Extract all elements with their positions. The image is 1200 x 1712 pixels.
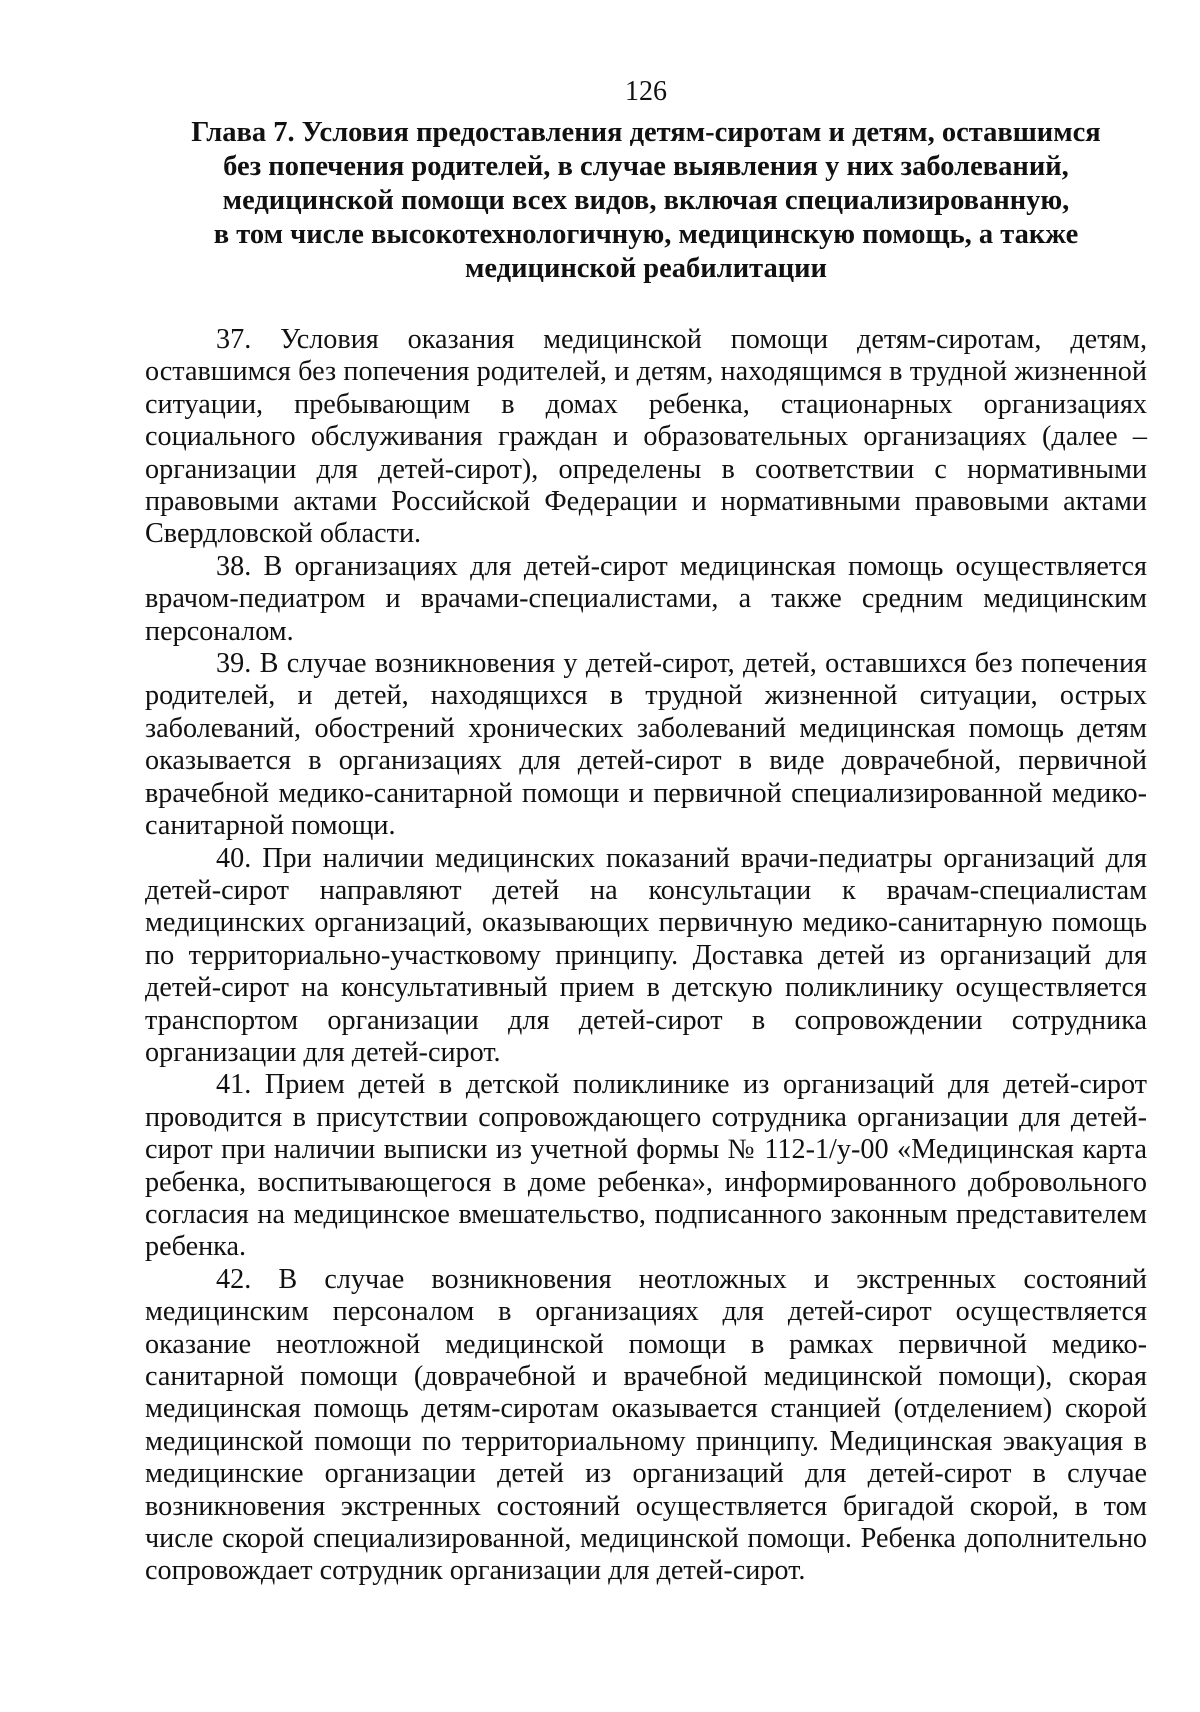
paragraph-41: 41. Прием детей в детской поликлинике из организаций для детей-сирот проводится в присутствии сопровождающего сотрудника организации для детей-сирот при наличии выписки из учетной формы № 112-1/у-00 «Медицинская карта ребенка, воспитывающегося в доме ребенка», информированного добровольного согласия на медицинское вмешательство, подписанного законным представителем ребенка.: [145, 1069, 1147, 1263]
body-text: [145, 324, 1147, 1588]
paragraph-39: 39. В случае возникновения у детей-сирот, детей, оставшихся без попечения родителей, и детей, находящихся в трудной жизненной ситуации, острых заболеваний, обострений хронических заболеваний медицинская помощь детям оказывается в организациях для детей-сирот в виде доврачебной, первичной врачебной медико-санитарной помощи и первичной специализированной медико-санитарной помощи.: [145, 648, 1147, 842]
chapter-title-line: без попечения родителей, в случае выявления у них заболеваний,: [223, 151, 1069, 182]
paragraph-37: 37. Условия оказания медицинской помощи детям-сиротам, детям, оставшимся без попечения родителей, и детям, находящимся в трудной жизненной ситуации, пребывающим в домах ребенка, стационарных организациях социального обслуживания граждан и образовательных организациях (далее – организации для детей-сирот), определены в соответствии с нормативными правовыми актами Российской Федерации и нормативными правовыми актами Свердловской области.: [145, 324, 1147, 550]
paragraph-38: 38. В организациях для детей-сирот медицинская помощь осуществляется врачом-педиатром и врачами-специалистами, а также средним медицинским персоналом.: [145, 550, 1147, 647]
chapter-title-line: в том числе высокотехнологичную, медицинскую помощь, а также: [213, 219, 1079, 250]
chapter-title-line: медицинской реабилитации: [465, 253, 827, 284]
paragraph-42: 42. В случае возникновения неотложных и экстренных состояний медицинским персоналом в организациях для детей-сирот осуществляется оказание неотложной медицинской помощи в рамках первичной медико-санитарной помощи (доврачебной и врачебной медицинской помощи), скорая медицинская помощь детям-сиротам оказывается станцией (отделением) скорой медицинской помощи по территориальному принципу. Медицинская эвакуация в медицинские организации детей из организаций для детей-сирот в случае возникновения экстренных состояний осуществляется бригадой скорой, в том числе скорой специализированной, медицинской помощи. Ребенка дополнительно сопровождает сотрудник организации для детей-сирот.: [145, 1263, 1147, 1587]
chapter-title-line: медицинской помощи всех видов, включая специализированную,: [222, 185, 1070, 216]
paragraph-40: 40. При наличии медицинских показаний врачи-педиатры организаций для детей-сирот направляют детей на консультации к врачам-специалистам медицинских организаций, оказывающих первичную медико-санитарную помощь по территориально-участковому принципу. Доставка детей из организаций для детей-сирот на консультативный прием в детскую поликлинику осуществляется транспортом организации для детей-сирот в сопровождении сотрудника организации для детей-сирот.: [145, 842, 1147, 1068]
chapter-title-line: Глава 7. Условия предоставления детям-сиротам и детям, оставшимся: [191, 117, 1101, 148]
page-content: [145, 72, 1147, 1588]
chapter-title: [145, 116, 1147, 286]
page-number: 126: [625, 76, 667, 107]
